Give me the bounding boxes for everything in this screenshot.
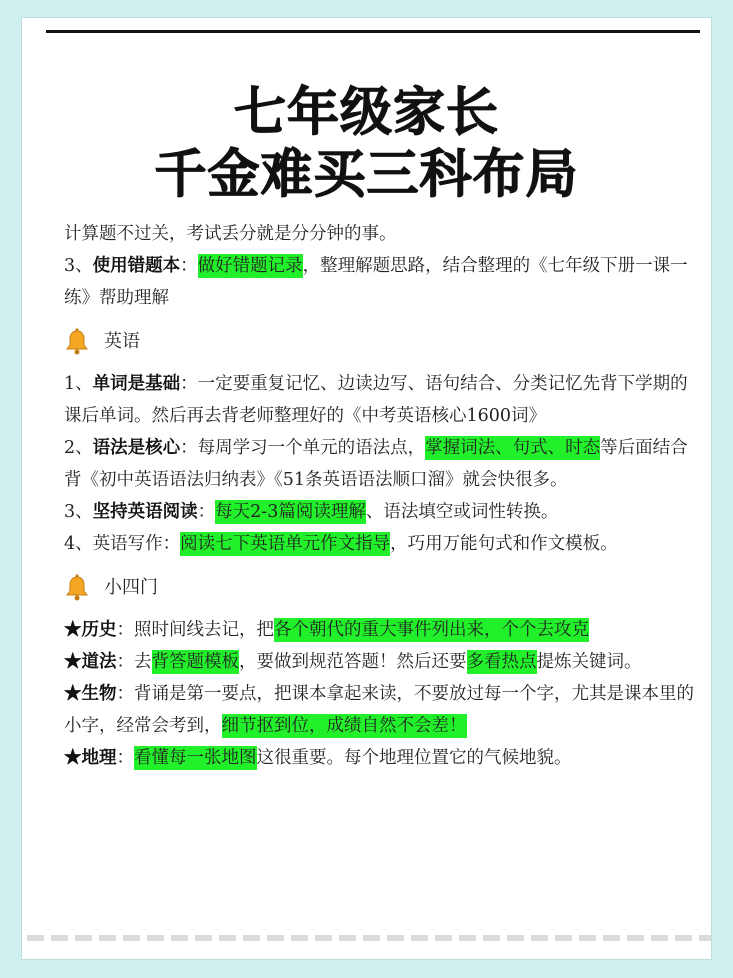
content-body — [64, 218, 704, 774]
bell-icon — [62, 573, 92, 603]
section-heading-minor — [62, 572, 704, 604]
item-bold-label: 地理 — [81, 748, 117, 768]
item-bold-label: 使用错题本 — [92, 256, 181, 276]
highlight: 做好错题记录 — [197, 256, 303, 276]
page-title-line2: 千金难买三科布局 — [154, 145, 579, 205]
highlight: 细节抠到位，成绩自然不会差！ — [221, 716, 467, 736]
math-item-3: 3、使用错题本：做好错题记录，整理解题思路，结合整理的《七年级下册一课一练》帮助理解 — [64, 256, 688, 308]
star-icon: ★ — [64, 684, 82, 704]
bell-icon — [62, 327, 92, 357]
highlight: 各个朝代的重大事件列出来，个个去攻克 — [274, 620, 589, 640]
page-title-line1: 七年级家长 — [233, 83, 499, 143]
minor-item-history: ★历史：照时间线去记，把各个朝代的重大事件列出来，个个去攻克 — [64, 620, 589, 640]
minor-item-biology: ★生物：背诵是第一要点，把课本拿起来读，不要放过每一个字，尤其是课本里的小字，经常会考到，细节抠到位，成绩自然不会差！ — [64, 684, 694, 736]
item-label: 英语写作 — [92, 534, 163, 554]
highlight: 背答题模板 — [151, 652, 239, 672]
english-item-2: 2、语法是核心：每周学习一个单元的语法点，掌握词法、句式、时态等后面结合背《初中英语语法归纳表》《51条英语语法顺口溜》就会快很多。 — [64, 438, 688, 490]
minor-item-geography: ★地理：看懂每一张地图这很重要。每个地理位置它的气候地貌。 — [64, 748, 572, 768]
highlight: 看懂每一张地图 — [134, 748, 257, 768]
english-item-1: 1、单词是基础：一定要重复记忆、边读边写、语句结合、分类记忆先背下学期的课后单词。然后再去背老师整理好的《中考英语核心1600词》 — [64, 374, 688, 426]
math-tail-line: 计算题不过关，考试丢分就是分分钟的事。 — [64, 224, 397, 244]
item-bold-label: 历史 — [81, 620, 117, 640]
section-title: 小四门 — [104, 577, 158, 598]
item-bold-label: 道法 — [81, 652, 117, 672]
note-card — [22, 18, 711, 959]
english-item-4: 4、英语写作：阅读七下英语单元作文指导，巧用万能句式和作文模板。 — [64, 534, 618, 554]
highlight: 每天2-3篇阅读理解 — [215, 502, 366, 522]
top-rule — [46, 30, 700, 33]
star-icon: ★ — [64, 620, 82, 640]
item-bold-label: 生物 — [81, 684, 117, 704]
highlight: 掌握词法、句式、时态 — [425, 438, 601, 458]
section-title: 英语 — [104, 331, 140, 352]
star-icon: ★ — [64, 748, 82, 768]
section-heading-english — [62, 326, 704, 358]
item-bold-label: 语法是核心 — [92, 438, 181, 458]
bottom-decoration — [22, 935, 711, 941]
highlight: 阅读七下英语单元作文指导 — [180, 534, 391, 554]
item-bold-label: 单词是基础 — [92, 374, 181, 394]
highlight: 多看热点 — [466, 652, 537, 672]
english-item-3: 3、坚持英语阅读：每天2-3篇阅读理解、语法填空或词性转换。 — [64, 502, 559, 522]
minor-item-morality: ★道法：去背答题模板，要做到规范答题！然后还要多看热点提炼关键词。 — [64, 652, 642, 672]
item-bold-label: 坚持英语阅读 — [92, 502, 198, 522]
star-icon: ★ — [64, 652, 82, 672]
